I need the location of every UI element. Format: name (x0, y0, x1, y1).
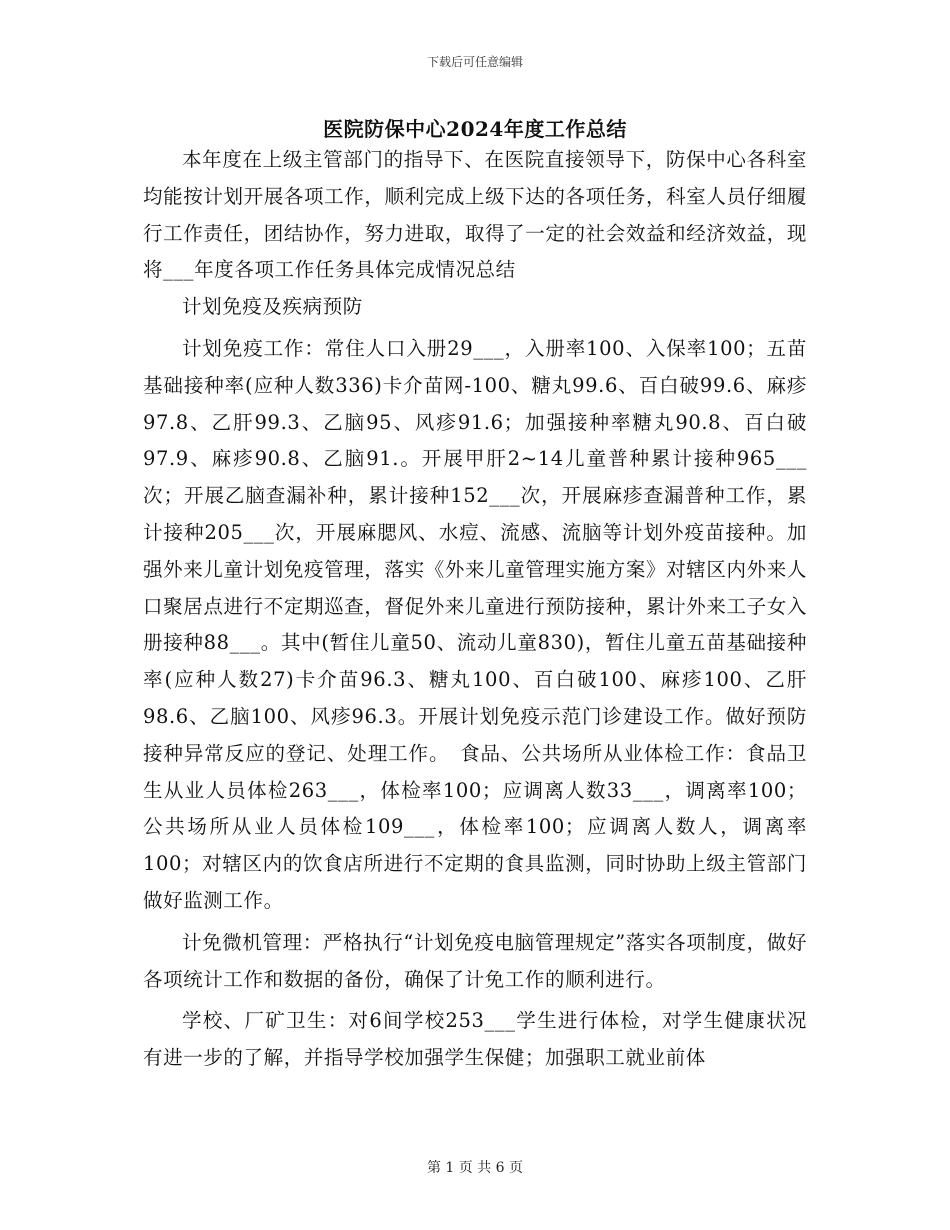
paragraph-intro: 本年度在上级主管部门的指导下、在医院直接领导下，防保中心各科室均能按计划开展各项工作，顺利完成上级下达的各项任务，科室人员仔细履行工作责任，团结协作，努力进取，取得了一定的社会效益和经济效益，现将___年度各项工作任务具体完成情况总结 (143, 148, 807, 282)
paragraph-section-heading: 计划免疫及疾病预防 (182, 295, 363, 319)
header-note: 下载后可任意编辑 (426, 55, 523, 69)
paragraph-immunization: 计划免疫工作：常住人口入册29___，入册率100、入保率100；五苗基础接种率(应种人数336)卡介苗网-100、糖丸99.6、百白破99.6、麻疹97.8、乙肝99.3、乙脑95、风疹91.6；加强接种率糖丸90.8、百白破97.9、麻疹90.8、乙脑91.。开展甲肝2~14儿童普种累计接种965___次；开展乙脑查漏补种，累计接种152___次，开展麻疹查漏普种工作，累计接种205___次，开展麻腮风、水痘、流感、流脑等计划外疫苗接种。加强外来儿童计划免疫管理，落实《外来儿童管理实施方案》对辖区内外来人口聚居点进行不定期巡查，督促外来儿童进行预防接种，累计外来工子女入册接种88___。其中(暂住儿童50、流动儿童830)，暂住儿童五苗基础接种率(应种人数27)卡介苗96.3、糖丸100、百白破100、麻疹100、乙肝98.6、乙脑100、风疹96.3。开展计划免疫示范门诊建设工作。做好预防接种异常反应的登记、处理工作。 食品、公共场所从业体检工作：食品卫生从业人员体检263___，体检率100；应调离人数33___，调离率100；公共场所从业人员体检109___，体检率100；应调离人数人，调离率100；对辖区内的饮食店所进行不定期的食具监测，同时协助上级主管部门做好监测工作。 (143, 336, 807, 912)
document-title: 医院防保中心2024年度工作总结 (323, 117, 627, 141)
page-number: 第 1 页 共 6 页 (426, 1160, 524, 1176)
paragraph-computer-management: 计免微机管理：严格执行“计划免疫电脑管理规定”落实各项制度，做好各项统计工作和数据的备份，确保了计免工作的顺利进行。 (143, 930, 807, 991)
document-body (143, 142, 807, 1077)
paragraph-school-factory-health: 学校、厂矿卫生：对6间学校253___学生进行体检，对学生健康状况有进一步的了解，并指导学校加强学生保健；加强职工就业前体 (143, 1009, 807, 1070)
